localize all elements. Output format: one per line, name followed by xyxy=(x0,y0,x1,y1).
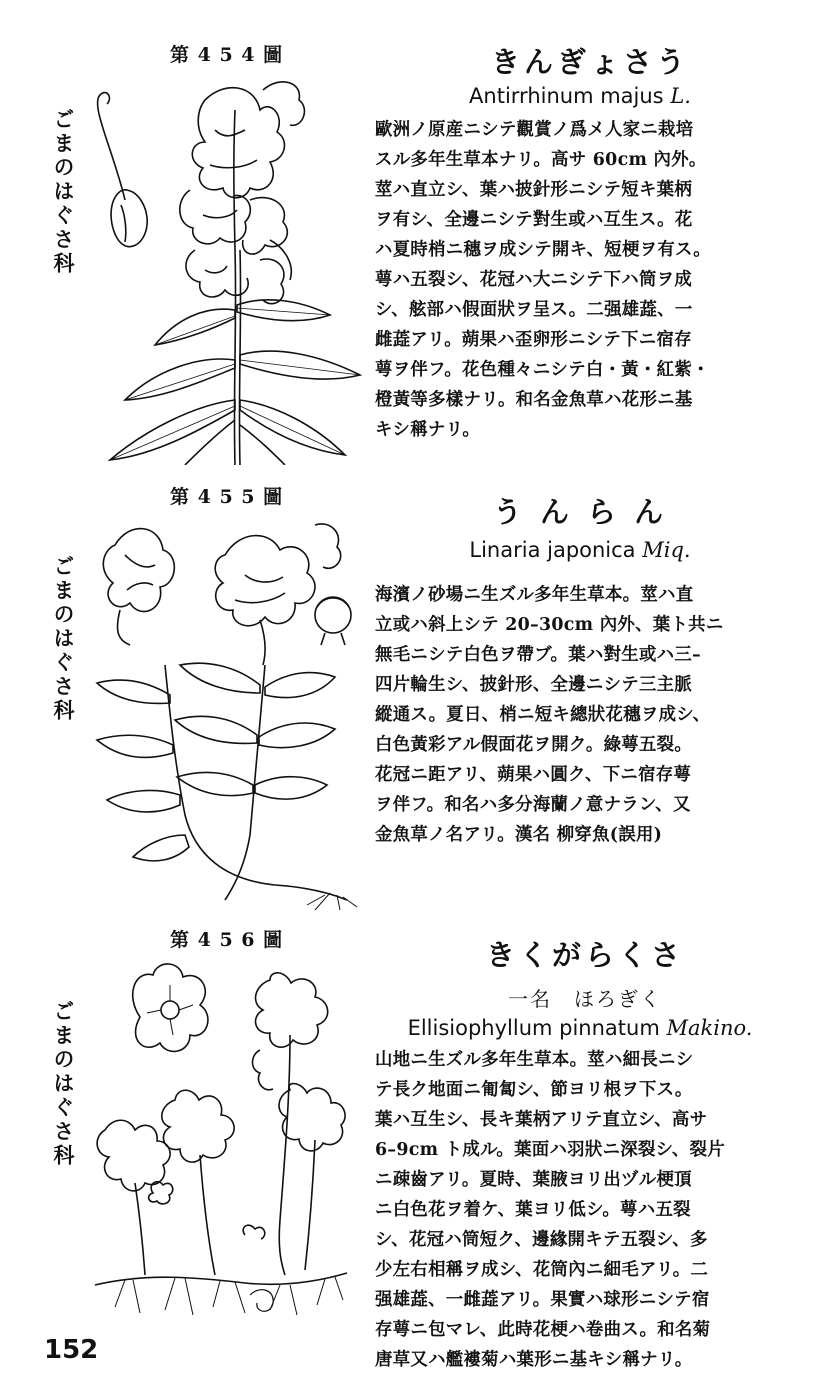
family-label-455: ごまのはぐさ科 xyxy=(51,555,76,723)
desc-line: 山地ニ生ズル多年生草本。莖ハ細長ニシ xyxy=(375,1050,694,1070)
desc-line: 萼ハ五裂シ、花冠ハ大ニシテ下ハ筒ヲ成 xyxy=(375,270,693,290)
desc-line: 葉ハ互生シ、長キ葉柄アリテ直立シ、高サ xyxy=(375,1110,708,1130)
desc-line: シ、花冠ハ筒短ク、邊緣開キテ五裂シ、多 xyxy=(375,1230,708,1250)
desc-line: シ、舷部ハ假面狀ヲ呈ス。二强雄蕋、一 xyxy=(375,300,693,320)
figure-label-454: 第 4 5 4 圖 xyxy=(170,44,284,66)
desc-line: 白色黃彩アル假面花ヲ開ク。綠萼五裂。 xyxy=(375,735,693,755)
desc-line: ヲ伴フ。和名ハ多分海蘭ノ意ナラン、又 xyxy=(375,795,691,815)
desc-line: ハ夏時梢ニ穗ヲ成シテ開キ、短梗ヲ有ス。 xyxy=(375,240,711,260)
desc-line: 存萼ニ包マレ、此時花梗ハ卷曲ス。和名菊 xyxy=(375,1320,711,1340)
family-label-456: ごまのはぐさ科 xyxy=(51,1000,76,1168)
entry-title-455: う ん ら ん xyxy=(492,495,668,529)
desc-line: 雌蕋アリ。蒴果ハ歪卵形ニシテ下ニ宿存 xyxy=(375,330,692,350)
desc-line: キシ稱ナリ。 xyxy=(375,420,481,440)
scientific-name-text: Antirrhinum majus xyxy=(469,84,664,108)
page-number: 152 xyxy=(44,1335,99,1365)
desc-line: 莖ハ直立シ、葉ハ披針形ニシテ短キ葉柄 xyxy=(375,180,693,200)
desc-line: 四片輪生シ、披針形、全邊ニシテ三主脈 xyxy=(375,675,693,695)
description-454 xyxy=(375,115,780,445)
desc-line: 6–9cm ト成ル。葉面ハ羽狀ニ深裂シ、裂片 xyxy=(375,1140,726,1160)
scientific-name-text: Linaria japonica xyxy=(469,538,636,562)
description-456 xyxy=(375,1045,785,1375)
figure-label-455: 第 4 5 5 圖 xyxy=(170,486,284,508)
description-455 xyxy=(375,580,785,850)
scientific-name-456 xyxy=(375,1016,785,1040)
scientific-name-text: Ellisiophyllum pinnatum xyxy=(407,1016,660,1040)
desc-line: 歐洲ノ原産ニシテ觀賞ノ爲メ人家ニ栽培 xyxy=(375,120,694,140)
entry-title-456: きくがらくさ xyxy=(485,938,684,972)
scientific-name-455 xyxy=(380,538,780,562)
desc-line: 少左右相稱ヲ成シ、花筒內ニ細毛アリ。二 xyxy=(375,1260,709,1280)
desc-line: 橙黃等多樣ナリ。和名金魚草ハ花形ニ基 xyxy=(375,390,693,410)
desc-line: スル多年生草本ナリ。高サ 60cm 內外。 xyxy=(375,150,707,170)
scientific-name-454 xyxy=(380,84,780,108)
entry-title-454: きんぎょさう xyxy=(490,45,689,79)
desc-line: 無毛ニシテ白色ヲ帶ブ。葉ハ對生或ハ三– xyxy=(375,645,702,665)
plant-illustration-antirrhinum xyxy=(85,70,370,465)
desc-line: 立或ハ斜上シテ 20–30cm 內外、葉ト共ニ xyxy=(375,615,724,635)
desc-line: ニ疎齒アリ。夏時、葉腋ヨリ出ヅル梗頂 xyxy=(375,1170,692,1190)
desc-line: 海濱ノ砂場ニ生ズル多年生草本。莖ハ直 xyxy=(375,585,694,605)
desc-line: ヲ有シ、全邊ニシテ對生或ハ互生ス。花 xyxy=(375,210,693,230)
desc-line: 縱通ス。夏日、梢ニ短キ總狀花穗ヲ成シ、 xyxy=(375,705,711,725)
desc-line: 唐草又ハ艦褸菊ハ葉形ニ基キシ稱ナリ。 xyxy=(375,1350,693,1370)
plant-illustration-ellisiophyllum xyxy=(85,955,350,1320)
scientific-author: Miq. xyxy=(642,538,691,562)
scientific-author: Makino. xyxy=(666,1016,753,1040)
desc-line: 萼ヲ伴フ。花色種々ニシテ白・黃・紅紫・ xyxy=(375,360,710,380)
family-label-454: ごまのはぐさ科 xyxy=(51,108,76,276)
desc-line: 花冠ニ距アリ、蒴果ハ圓ク、下ニ宿存萼 xyxy=(375,765,692,785)
desc-line: 金魚草ノ名アリ。漢名 柳穿魚(誤用) xyxy=(375,825,663,845)
scientific-author: L. xyxy=(670,84,691,108)
alternate-name-456: 一名 ほろぎく xyxy=(508,987,662,1011)
desc-line: テ長ク地面ニ匍匐シ、節ヨリ根ヲ下ス。 xyxy=(375,1080,693,1100)
plant-illustration-linaria xyxy=(85,515,360,910)
desc-line: 强雄蕋、一雌蕋アリ。果實ハ球形ニシテ宿 xyxy=(375,1290,710,1310)
figure-label-456: 第 4 5 6 圖 xyxy=(170,929,284,951)
desc-line: ニ白色花ヲ着ケ、葉ヨリ低シ。萼ハ五裂 xyxy=(375,1200,691,1220)
